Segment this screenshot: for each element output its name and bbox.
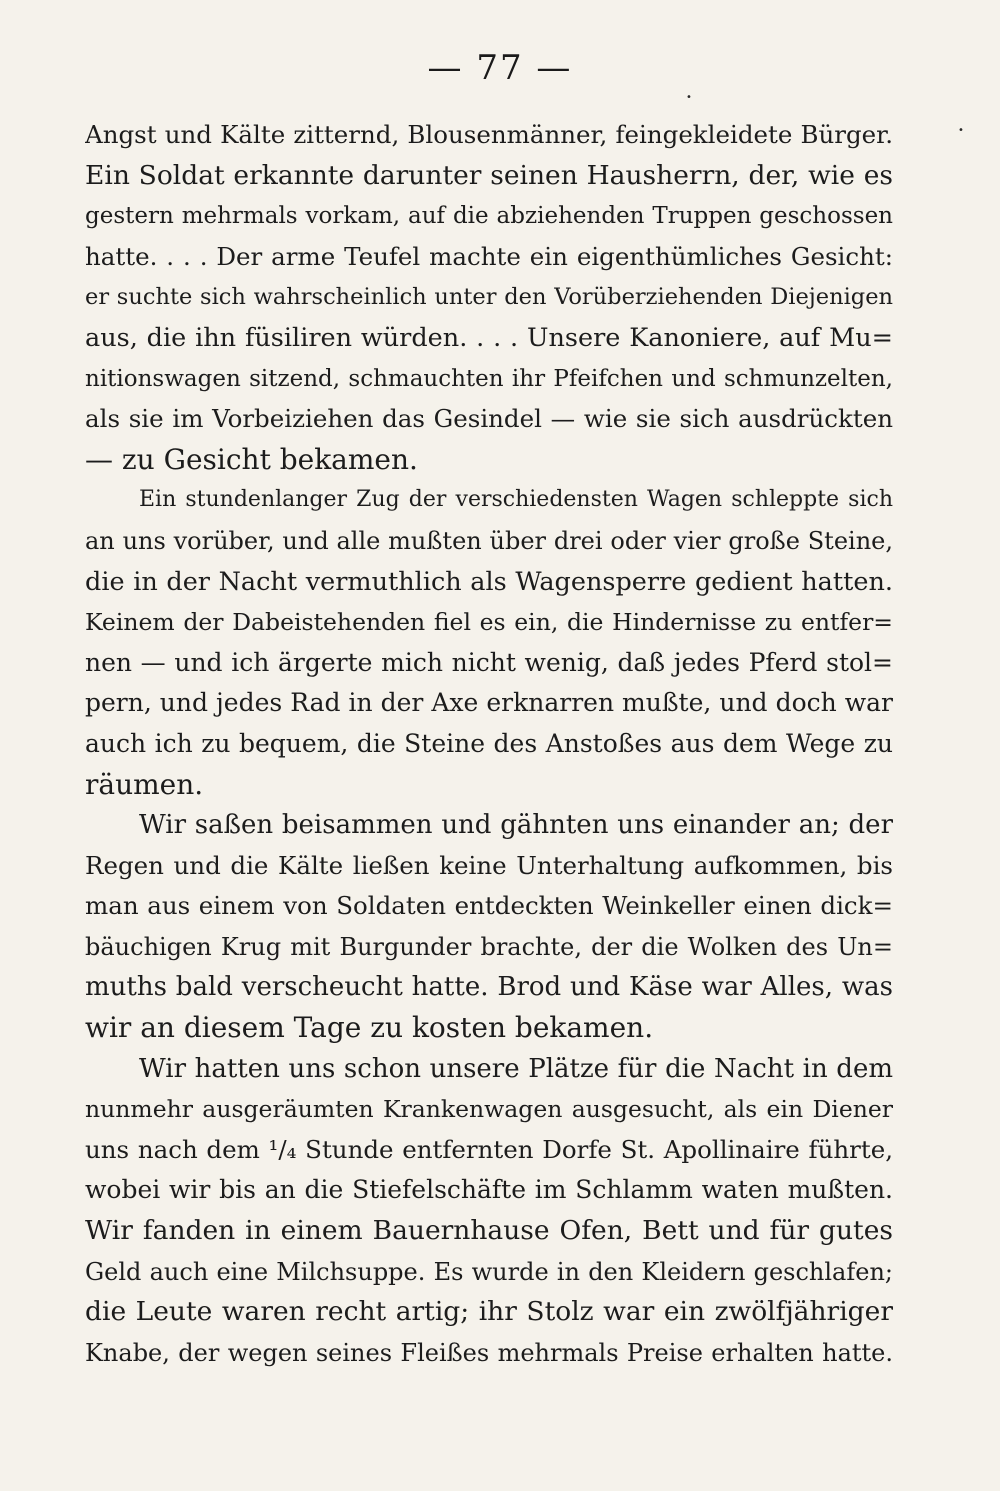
text-line: Wir hatten uns schon unsere Plätze für die Nacht in dem	[139, 1053, 893, 1084]
text-line: nitionswagen sitzend, schmauchten ihr Pfeifchen und schmunzelten,	[85, 365, 893, 392]
text-line: als sie im Vorbeiziehen das Gesindel — wie sie sich ausdrückten	[85, 404, 893, 434]
text-line: Knabe, der wegen seines Fleißes mehrmals Preise erhalten hatte.	[85, 1338, 893, 1367]
text-line: Ein stundenlanger Zug der verschiedensten Wagen schleppte sich	[139, 487, 893, 513]
text-line: bäuchigen Krug mit Burgunder brachte, der die Wolken des Un=	[85, 932, 893, 961]
text-line: wir an diesem Tage zu kosten bekamen.	[85, 1011, 654, 1045]
text-line: Ein Soldat erkannte darunter seinen Hausherrn, der, wie es	[85, 159, 893, 191]
text-line: hatte. . . . Der arme Teufel machte ein eigenthümliches Gesicht:	[85, 241, 893, 271]
text-line: gestern mehrmals vorkam, auf die abziehenden Truppen geschossen	[85, 203, 893, 230]
text-line: Geld auch eine Milchsuppe. Es wurde in den Kleidern geschlafen;	[85, 1257, 893, 1286]
text-line: muths bald verscheucht hatte. Brod und Käse war Alles, was	[85, 972, 893, 1003]
text-line: an uns vorüber, und alle mußten über drei oder vier große Steine,	[85, 526, 893, 555]
text-line: die Leute waren recht artig; ihr Stolz war ein zwölfjähriger	[85, 1296, 893, 1328]
speck-mark: •	[958, 125, 964, 136]
text-line: er suchte sich wahrscheinlich unter den Vorüberziehenden Diejenigen	[85, 284, 893, 311]
speck-mark: •	[686, 92, 692, 103]
text-line: — zu Gesicht bekamen.	[85, 442, 418, 476]
text-line: Angst und Kälte zitternd, Blousenmänner, feingekleidete Bürger.	[85, 120, 893, 149]
text-line: auch ich zu bequem, die Steine des Anstoßes aus dem Wege zu	[85, 728, 893, 758]
text-line: man aus einem von Soldaten entdeckten Weinkeller einen dick=	[85, 891, 893, 921]
body-text	[85, 115, 893, 1373]
text-line: Wir fanden in einem Bauernhause Ofen, Bett und für gutes	[85, 1215, 893, 1247]
text-line: uns nach dem ¹/₄ Stunde entfernten Dorfe St. Apollinaire führte,	[85, 1134, 893, 1164]
text-line: Keinem der Dabeistehenden fiel es ein, die Hindernisse zu entfer=	[85, 608, 893, 637]
text-line: die in der Nacht vermuthlich als Wagensperre gedient hatten.	[85, 566, 893, 597]
text-line: Wir saßen beisammen und gähnten uns einander an; der	[139, 810, 893, 841]
text-line: Regen und die Kälte ließen keine Unterhaltung aufkommen, bis	[85, 850, 893, 880]
text-line: nen — und ich ärgerte mich nicht wenig, daß jedes Pferd stol=	[85, 647, 893, 677]
text-line: aus, die ihn füsiliren würden. . . . Unsere Kanoniere, auf Mu=	[85, 322, 893, 353]
page-number: — 77 —	[427, 48, 573, 88]
text-line: wobei wir bis an die Stiefelschäfte im Schlamm waten mußten.	[85, 1175, 893, 1205]
text-line: nunmehr ausgeräumten Krankenwagen ausgesucht, als ein Diener	[85, 1095, 893, 1124]
text-line: räumen.	[85, 767, 204, 801]
text-line: pern, und jedes Rad in der Axe erknarren mußte, und doch war	[85, 688, 893, 718]
